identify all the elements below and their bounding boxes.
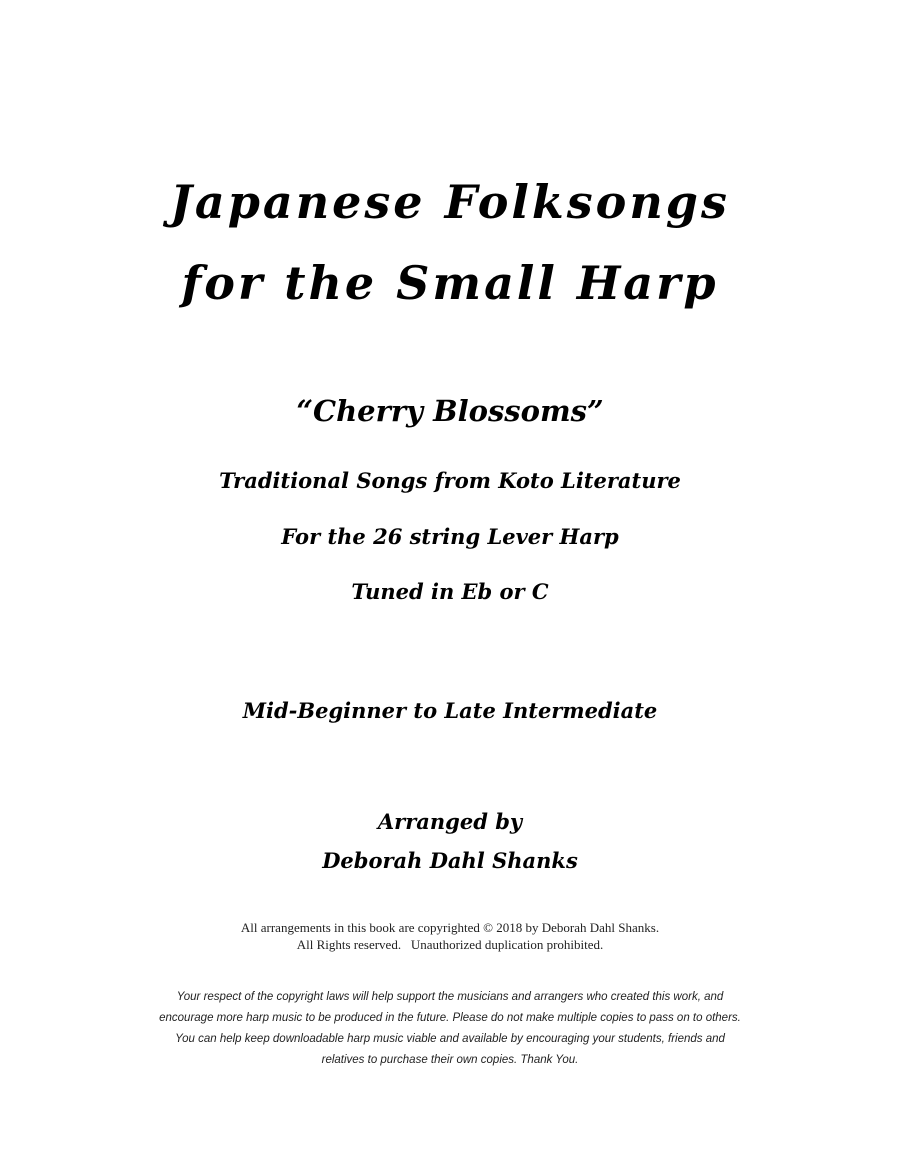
notice-line-4: relatives to purchase their own copies. Thank You.	[321, 1054, 579, 1066]
copyright-line-1: All arrangements in this book are copyrighted © 2018 by Deborah Dahl Shanks.	[240, 920, 660, 935]
difficulty-level: Mid-Beginner to Late Intermediate	[242, 698, 658, 723]
arranger-name: Deborah Dahl Shanks	[322, 848, 578, 873]
notice-line-2: encourage more harp music to be produced in the future. Please do not make multiple copies to pass on to others.	[159, 1012, 741, 1024]
subtitle: “Cherry Blossoms”	[296, 394, 604, 428]
arranger-label: Arranged by	[377, 809, 523, 834]
detail-source: Traditional Songs from Koto Literature	[219, 468, 681, 493]
detail-instrument: For the 26 string Lever Harp	[281, 524, 619, 549]
title-line-1: Japanese Folksongs	[170, 175, 730, 229]
title-line-2: for the Small Harp	[181, 256, 719, 310]
notice-line-1: Your respect of the copyright laws will help support the musicians and arrangers who created this work, and	[176, 991, 724, 1003]
copyright-line-2: All Rights reserved. Unauthorized duplication prohibited.	[296, 937, 604, 952]
notice-line-3: You can help keep downloadable harp music viable and available by encouraging your students, friends and	[175, 1033, 725, 1045]
detail-tuning: Tuned in Eb or C	[351, 579, 549, 604]
